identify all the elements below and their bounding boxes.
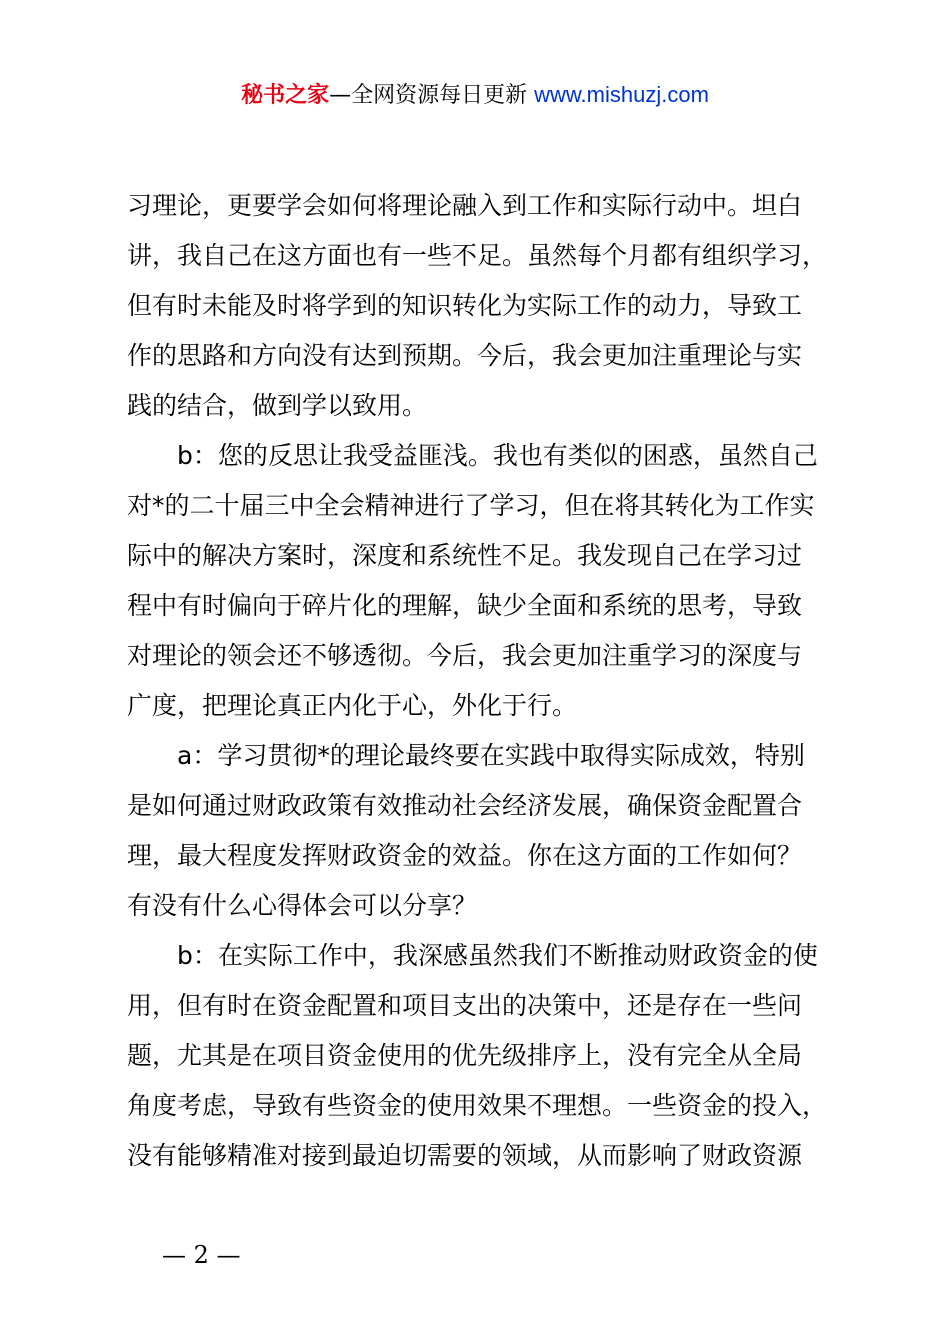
- body-line: 程中有时偏向于碎片化的理解，缺少全面和系统的思考，导致: [127, 591, 803, 620]
- site-tagline: —全网资源每日更新: [329, 83, 535, 108]
- site-url[interactable]: www.mishuzj.com: [534, 82, 709, 107]
- paragraph-start-line: b：在实际工作中，我深感虽然我们不断推动财政资金的使: [177, 941, 818, 970]
- paragraph-start-line: b：您的反思让我受益匪浅。我也有类似的困惑，虽然自己: [177, 441, 818, 470]
- body-line: 广度，把理论真正内化于心，外化于行。: [127, 691, 578, 720]
- body-line: 没有能够精准对接到最迫切需要的领域，从而影响了财政资源: [127, 1141, 803, 1170]
- body-line: 角度考虑，导致有些资金的使用效果不理想。一些资金的投入，: [127, 1091, 828, 1120]
- paragraph-start-line: a：学习贯彻*的理论最终要在实践中取得实际成效，特别: [177, 741, 805, 770]
- body-line: 理，最大程度发挥财政资金的效益。你在这方面的工作如何？: [127, 841, 803, 870]
- body-line: 对*的二十届三中全会精神进行了学习，但在将其转化为工作实: [127, 491, 815, 520]
- body-line: 际中的解决方案时，深度和系统性不足。我发现自己在学习过: [127, 541, 803, 570]
- document-body: [127, 181, 839, 1181]
- page-header: [0, 78, 950, 113]
- body-line: 践的结合，做到学以致用。: [127, 391, 428, 420]
- body-line: 但有时未能及时将学到的知识转化为实际工作的动力，导致工: [127, 291, 803, 320]
- body-line: 作的思路和方向没有达到预期。今后，我会更加注重理论与实: [127, 341, 803, 370]
- body-line: 对理论的领会还不够透彻。今后，我会更加注重学习的深度与: [127, 641, 803, 670]
- site-brand: 秘书之家: [241, 83, 330, 108]
- body-line: 题，尤其是在项目资金使用的优先级排序上，没有完全从全局: [127, 1041, 803, 1070]
- body-line: 讲，我自己在这方面也有一些不足。虽然每个月都有组织学习，: [127, 241, 828, 270]
- page-number: — 2 —: [162, 1241, 241, 1269]
- body-line: 有没有什么心得体会可以分享？: [127, 891, 478, 920]
- body-line: 习理论，更要学会如何将理论融入到工作和实际行动中。坦白: [127, 191, 803, 220]
- body-line: 用，但有时在资金配置和项目支出的决策中，还是存在一些问: [127, 991, 803, 1020]
- body-line: 是如何通过财政政策有效推动社会经济发展，确保资金配置合: [127, 791, 803, 820]
